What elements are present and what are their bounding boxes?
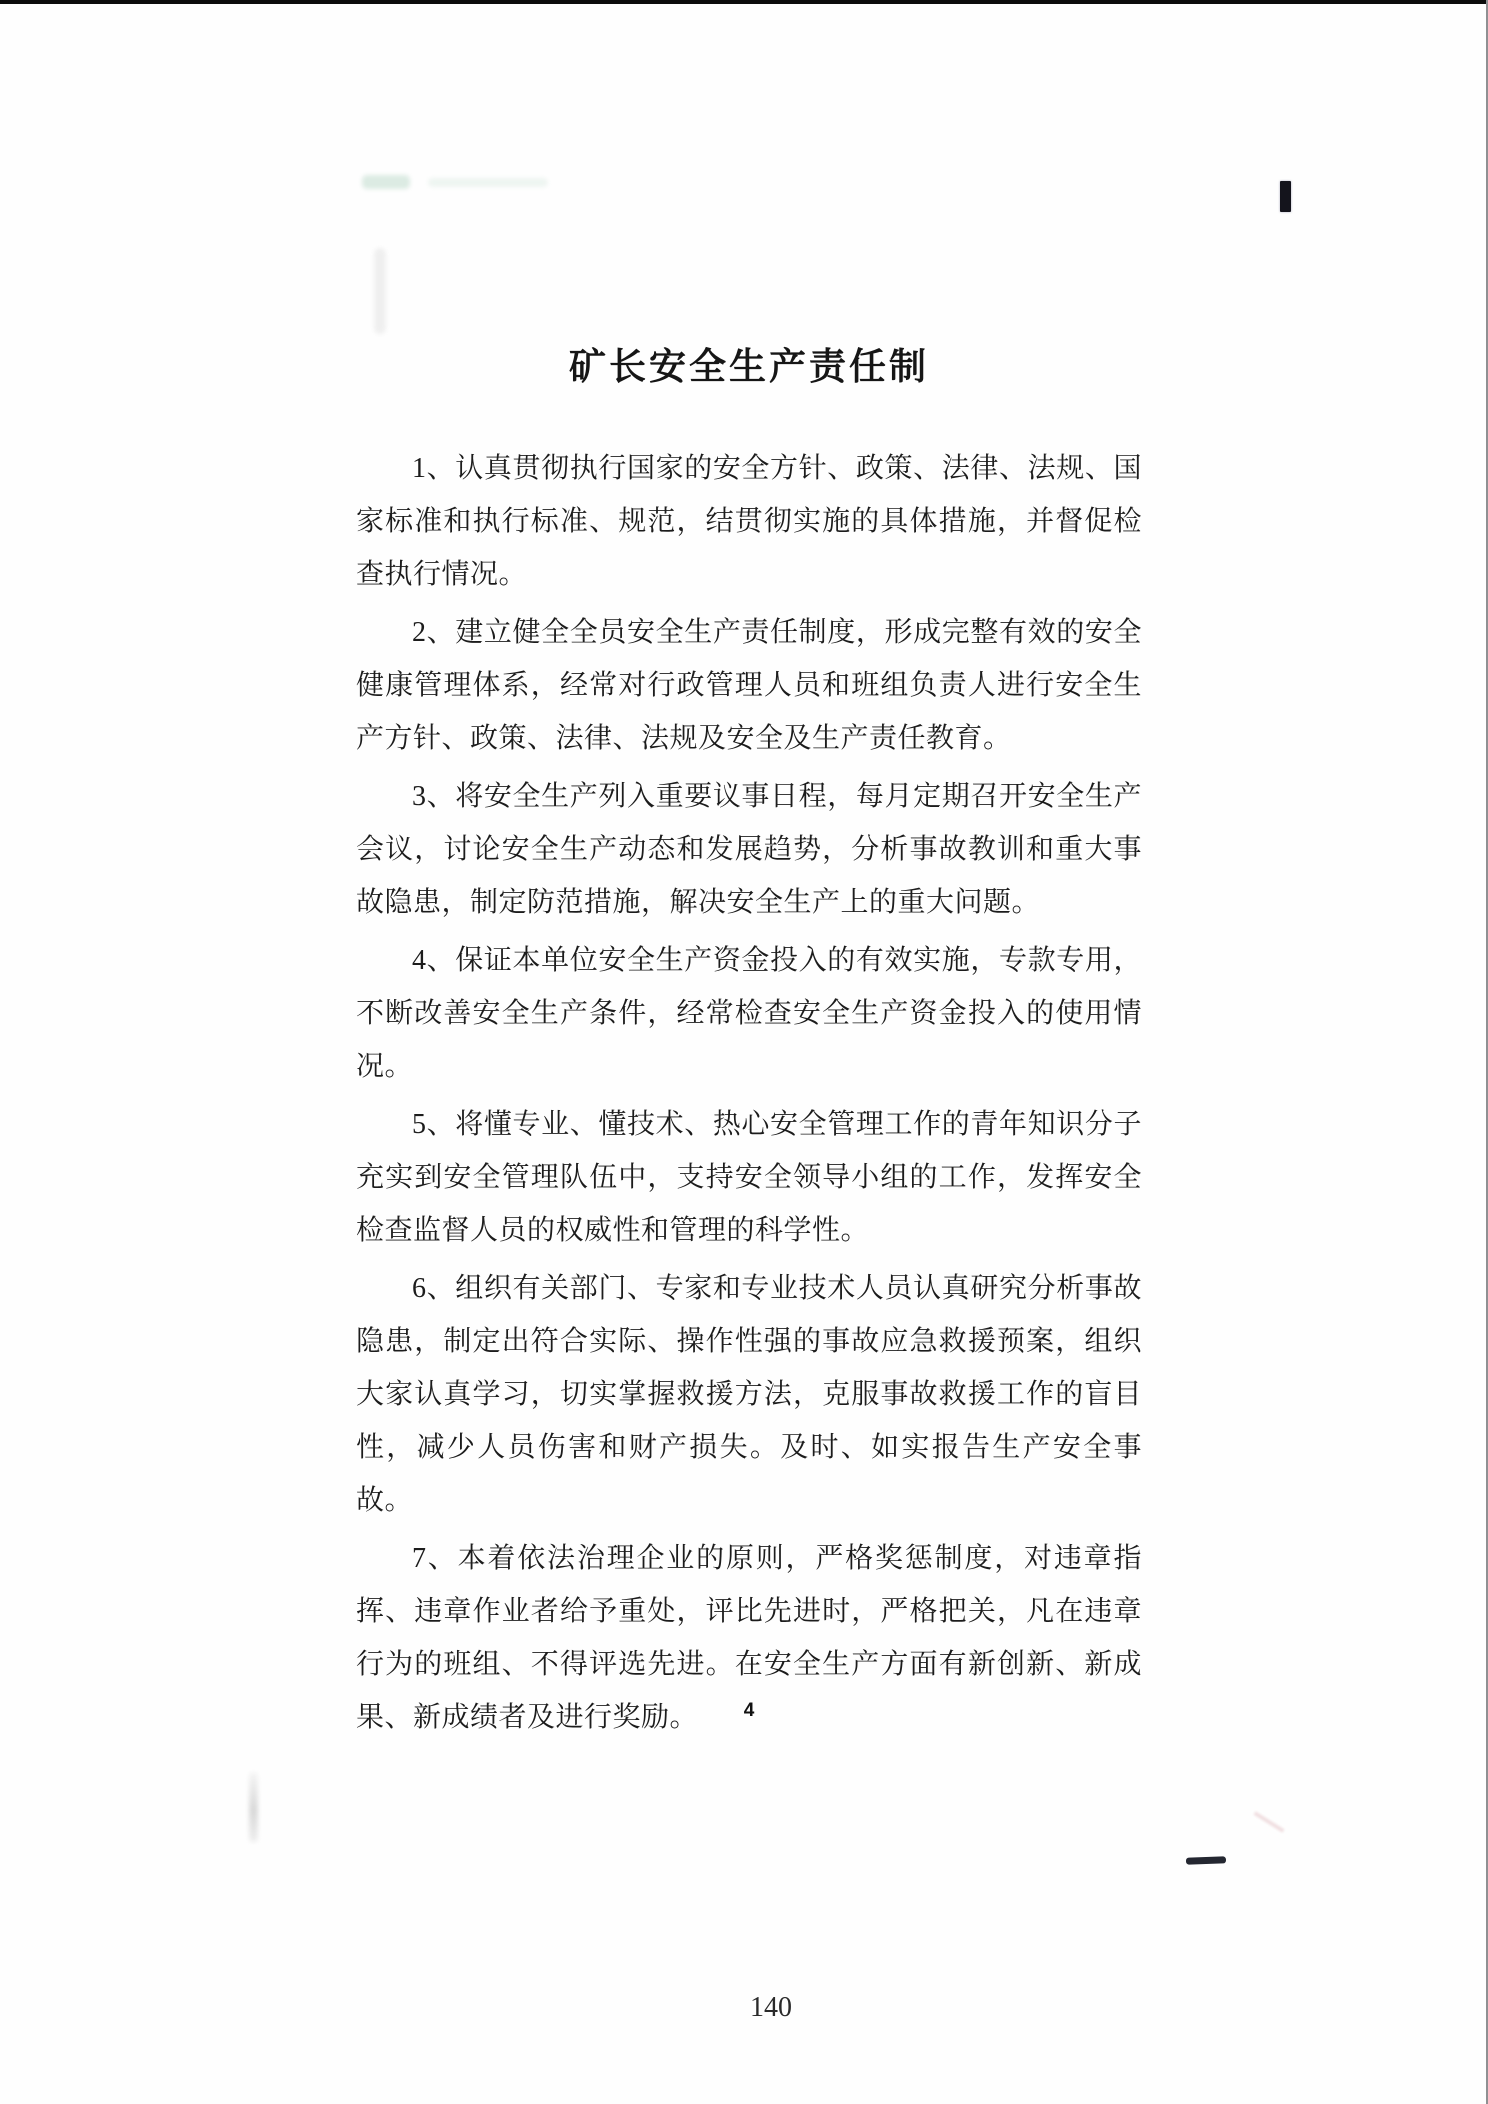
section-page-number: 4 — [743, 1700, 755, 1721]
paragraph-5: 5、将懂专业、懂技术、热心安全管理工作的青年知识分子充实到安全管理队伍中，支持安全领导小组的工作，发挥安全检查监督人员的权威性和管理的科学性。 — [356, 1109, 1142, 1246]
scan-smudge — [374, 248, 386, 334]
paragraph-1: 1、认真贯彻执行国家的安全方针、政策、法律、法规、国家标准和执行标准、规范，结贯彻实施的具体措施，并督促检查执行情况。 — [356, 453, 1142, 590]
paragraph-4: 4、保证本单位安全生产资金投入的有效实施，专款专用，不断改善安全生产条件，经常检查安全生产资金投入的使用情况。 — [356, 945, 1142, 1082]
scan-smudge — [249, 1772, 258, 1842]
scan-edge-top — [0, 0, 1488, 4]
scan-smudge — [362, 175, 410, 189]
scan-mark-vertical-bar — [1280, 181, 1291, 212]
paragraph-3: 3、将安全生产列入重要议事日程，每月定期召开安全生产会议，讨论安全生产动态和发展趋势，分析事故教训和重大事故隐患，制定防范措施，解决安全生产上的重大问题。 — [356, 781, 1142, 918]
paragraph-7: 7、本着依法治理企业的原则，严格奖惩制度，对违章指挥、违章作业者给予重处，评比先进时，严格把关，凡在违章行为的班组、不得评选先进。在安全生产方面有新创新、新成果、新成绩者及进行奖励。 — [356, 1543, 1142, 1733]
document-body — [356, 336, 1142, 1749]
paragraph-6: 6、组织有关部门、专家和专业技术人员认真研究分析事故隐患，制定出符合实际、操作性强的事故应急救援预案，组织大家认真学习，切实掌握救援方法，克服事故救援工作的盲目性，减少人员伤害和财产损失。及时、如实报告生产安全事故。 — [356, 1273, 1142, 1516]
footer-page-number: 140 — [750, 1992, 792, 2023]
document-title: 矿长安全生产责任制 — [569, 346, 929, 387]
scan-mark-dash — [1186, 1856, 1226, 1864]
paragraph-2: 2、建立健全全员安全生产责任制度，形成完整有效的安全健康管理体系，经常对行政管理人员和班组负责人进行安全生产方针、政策、法律、法规及安全及生产责任教育。 — [356, 617, 1142, 754]
scan-mark-faint-line — [1254, 1811, 1285, 1832]
scan-smudge — [428, 178, 548, 187]
